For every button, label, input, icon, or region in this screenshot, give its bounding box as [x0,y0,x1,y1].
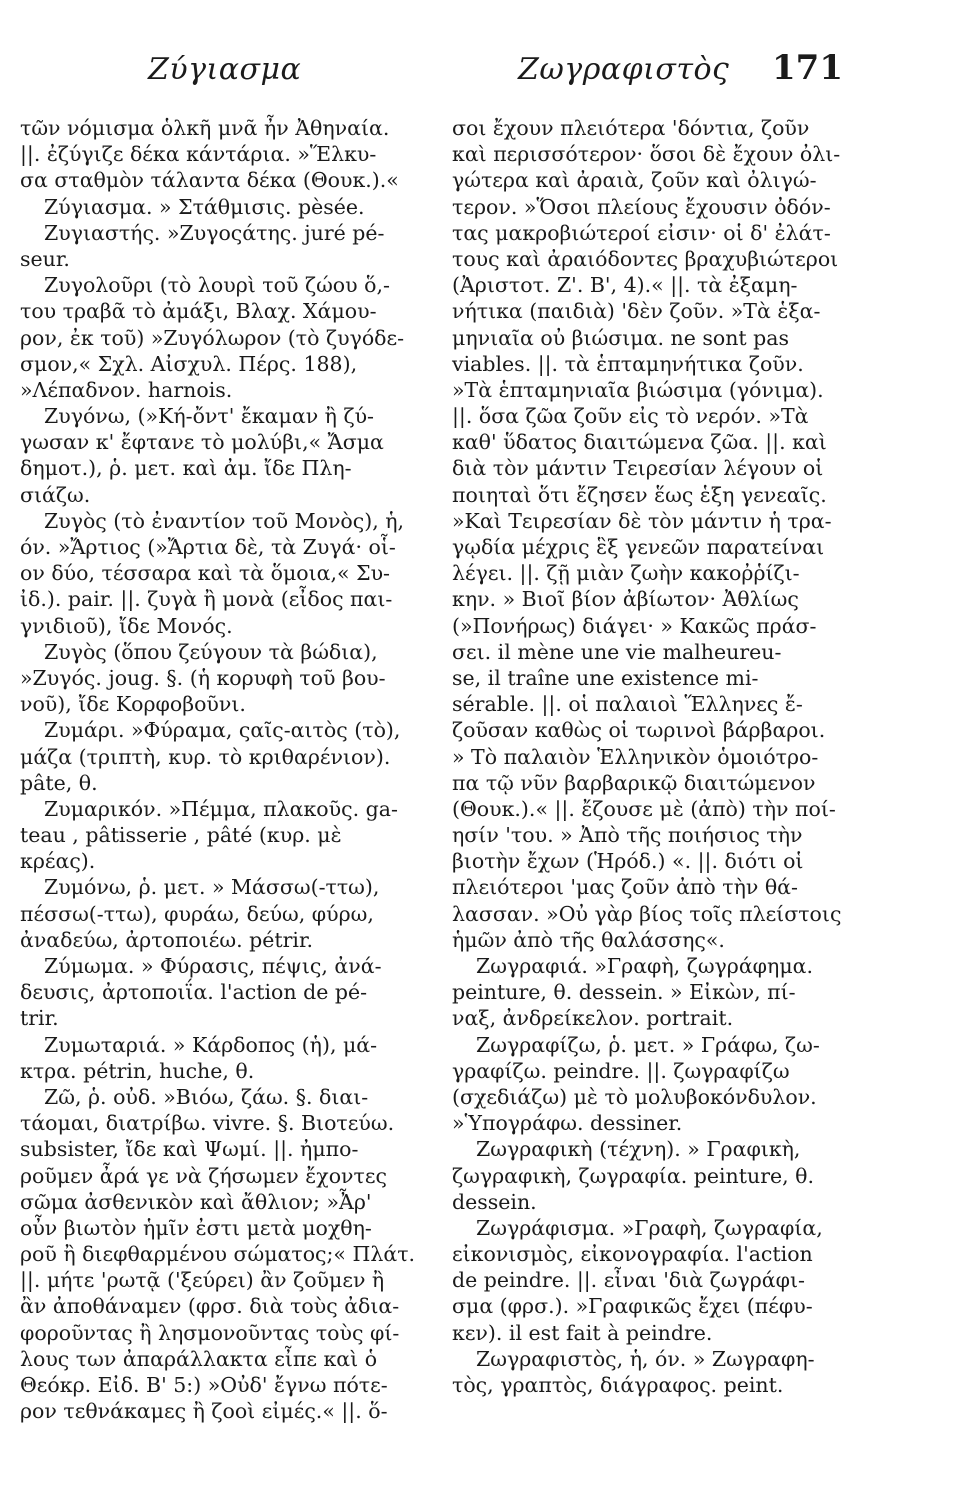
text-line: peinture, θ. dessein. » Εἰκὼν, πί- [452,980,796,1005]
text-line: σμον,« Σχλ. Αἰσχυλ. Πέρς. 188), [20,351,358,376]
text-line: νοῦ), ἴδε Κορφοβοῦνι. [20,692,246,717]
text-line: σει. il mène une vie malheureu- [452,639,782,664]
text-line: seur. [20,246,70,271]
text-line: όν. »Ἄρτιος (»Ἄρτια δὲ, τὰ Ζυγά· οἷ- [20,535,396,559]
text-line: πέσσω(-ττω), φυράω, δεύω, φύρω, [20,901,374,926]
text-line: κην. » Βιοῖ βίον ἀβίωτον· Ἀθλίως [452,587,799,612]
text-line: λασσαν. »Οὐ γὰρ βίος τοῖς πλείστοις [452,901,842,926]
text-line: Ζωγραφικὴ (τέχνη). » Γραφικὴ, [476,1137,801,1162]
text-line: τερον. »Ὅσοι πλείους ἔχουσιν ὀδόν- [452,194,831,219]
right-text-column [452,115,844,1398]
text-line: ἀναδεύω, ἀρτοποιέω. pétrir. [20,927,314,952]
text-line: (Ἀριστοτ. Ζ'. Β', 4).« ||. τὰ ἐξαμη- [452,273,798,298]
text-line: Ζυμωταριά. » Κάρδοπος (ἡ), μά- [44,1032,378,1057]
text-line: τας μακροβιώτεροί εἰσιν· οἱ δ' ἐλάτ- [452,220,831,245]
text-line: (Θουκ.).« ||. ἔζουσε μὲ (ἀπὸ) τὴν ποί- [452,796,836,821]
text-line: viables. ||. τὰ ἑπταμηνήτικα ζοῦν. [452,351,804,376]
text-line: trir. [20,1006,59,1031]
text-line: ον δύο, τέσσαρα καὶ τὰ ὅμοια,« Συ- [20,561,390,586]
text-line: de peindre. ||. εἶναι 'διὰ ζωγράφι- [452,1268,805,1293]
text-line: γραφίζω. peindre. ||. ζωγραφίζω [452,1058,790,1083]
text-line: Ζωγραφιά. »Γραφὴ, ζωγράφημα. [476,954,813,978]
text-line: κεν). il est fait à peindre. [452,1320,713,1345]
text-line: Ζυγὸς (τὸ ἐναντίον τοῦ Μονὸς), ἡ, [44,508,405,533]
text-line: ἰδ.). pair. ||. ζυγὰ ἢ μονὰ (εἶδος παι- [20,587,393,612]
text-line: dessein. [452,1189,537,1214]
text-line: λους των ἀπαράλλακτα εἶπε καὶ ὁ [20,1346,378,1371]
text-line: οὖν βιωτὸν ἡμῖν ἐστι μετὰ μοχθη- [20,1215,372,1240]
text-line: κρέας). [20,849,96,874]
text-line: (σχεδιάζω) μὲ τὸ μολυβοκόνδυλον. [452,1084,817,1109]
text-line: »Ὑπογράφω. dessiner. [452,1111,683,1136]
text-line: τὸς, γραπτὸς, διάγραφος. peint. [452,1373,784,1397]
text-line: ἡμῶν ἀπὸ τῆς θαλάσσης«. [452,927,725,952]
text-line: ησίν 'του. » Ἀπὸ τῆς ποιήσιος τὴν [452,823,803,848]
text-line: νήτικα (παιδιὰ) 'δὲν ζοῦν. »Τὰ ἑξα- [452,299,821,324]
text-line: του τραβᾶ τὸ ἀμάξι, Βλαχ. Χάμου- [20,299,377,324]
text-line: Θεόκρ. Εἰδ. Β' 5:) »Οὐδ' ἔγνω πότε- [20,1373,388,1397]
text-line: λέγει. ||. ζῇ μιὰν ζωὴν κακοῤῥίζι- [452,561,800,586]
text-line: pâte, θ. [20,770,98,795]
text-line: Ζύγιασμα. » Στάθμισις. pèsée. [44,194,365,219]
text-line: »Καὶ Τειρεσίαν δὲ τὸν μάντιν ἡ τρα- [452,508,832,533]
text-line: Ζῶ, ῥ. οὐδ. »Βιόω, ζάω. §. διαι- [44,1084,369,1109]
left-text-column [20,115,440,1424]
text-line: φοροῦντας ἢ λησμονοῦντας τοὺς φί- [20,1320,400,1345]
text-line: Ζωγραφίζω, ῥ. μετ. » Γράφω, ζω- [476,1032,820,1057]
text-line: Ζυγὸς (ὅπου ζεύγουν τὰ βώδια), [44,639,378,664]
text-line: μάζα (τριπτὴ, κυρ. τὸ κριθαρένιον). [20,744,391,769]
text-line: teau , pâtisserie , pâté (κυρ. μὲ [20,823,342,848]
text-line: ναξ, ἀνδρείκελον. portrait. [452,1006,734,1031]
text-line: » Τὸ παλαιὸν Ἑλληνικὸν ὁμοιότρο- [452,744,819,769]
text-line: se, il traîne une existence mi- [452,665,759,690]
text-line: σμα (φρσ.). »Γραφικῶς ἔχει (πέφυ- [452,1294,813,1319]
text-line: ροῦ ἢ διεφθαρμένου σώματος;« Πλάτ. [20,1242,416,1267]
text-line: σῶμα ἀσθενικὸν καὶ ἄθλιον; »Ἆρ' [20,1189,372,1214]
text-line: ροῦμεν ἆρά γε νὰ ζήσωμεν ἔχοντες [20,1163,387,1188]
left-running-head: Ζύγιασμα [148,52,302,87]
text-line: γωσαν κ' ἔφτανε τὸ μολύβι,« Ἄσμα [20,430,384,455]
text-line: βιοτὴν ἔχων (Ἡρόδ.) «. ||. διότι οἱ [452,849,804,874]
text-line: καὶ περισσότερον· ὅσοι δὲ ἔχουν ὀλι- [452,142,841,167]
text-line: γνιδιοῦ), ἴδε Μονός. [20,613,233,638]
text-line: τῶν νόμισμα ὁλκῆ μνᾶ ἦν Ἀθηναία. [20,116,390,140]
text-line: σα σταθμὸν τάλαντα δέκα (Θουκ.).« [20,168,399,193]
text-line: Ζύμωμα. » Φύρασις, πέψις, ἀνά- [44,954,382,978]
text-line: ποιηταὶ ὅτι ἔζησεν ἕως ἑξη γενεαῖς. [452,482,827,507]
text-line: subsister, ἴδε καὶ Ψωμί. ||. ἠμπο- [20,1137,359,1162]
text-line: διὰ τὸν μάντιν Τειρεσίαν λέγουν οἱ [452,456,824,481]
text-line: »Ζυγός. joug. §. (ἡ κορυφὴ τοῦ βου- [20,665,386,690]
text-line: γῳδία μέχρις ἓξ γενεῶν παρατείναι [452,535,825,559]
text-line: »Τὰ ἑπταμηνιαῖα βιώσιμα (γόνιμα). [452,377,824,402]
text-line: Ζυγολοῦρι (τὸ λουρὶ τοῦ ζώου ὅ,- [44,273,390,298]
text-line: ||. μήτε 'ρωτᾷ ('ξεύρει) ἂν ζοῦμεν ἢ [20,1268,385,1293]
text-line: ζοῦσαν καθὼς οἱ τωρινοὶ βάρβαροι. [452,718,826,743]
text-line: ρον, ἐκ τοῦ) »Ζυγόλωρον (τὸ ζυγόδε- [20,325,405,350]
text-line: sérable. ||. οἱ παλαιοὶ Ἕλληνες ἔ- [452,692,803,717]
text-line: Ζυμάρι. »Φύραμα, ςαῖς-αιτὸς (τὸ), [44,718,401,743]
text-line: κτρα. pétrin, huche, θ. [20,1058,255,1083]
text-line: ||. ἐζύγιζε δέκα κάντάρια. »Ἕλκυ- [20,142,377,167]
text-line: »Λέπαδνον. harnois. [20,377,233,402]
text-line: καθ' ὕδατος διαιτώμενα ζῶα. ||. καὶ [452,430,827,455]
text-line: Ζυγόνω, (»Κή-ὄντ' ἔκαμαν ἢ ζύ- [44,404,374,429]
text-line: τους καὶ ἀραιόδοντες βραχυβιώτεροι [452,246,839,271]
text-line: ρον τεθνάκαμες ἢ ζοοὶ εἰμές.« ||. ὅ- [20,1399,388,1424]
text-line: Ζωγράφισμα. »Γραφὴ, ζωγραφία, [476,1215,823,1240]
text-line: πλειότεροι 'μας ζοῦν ἀπὸ τὴν θά- [452,875,798,900]
text-line: (»Πονήρως) διάγει· » Κακῶς πράσ- [452,613,817,638]
text-line: πα τῷ νῦν βαρβαρικῷ διαιτώμενον [452,770,816,795]
right-running-head: Ζωγραφιστὸς [518,52,730,87]
text-line: γώτερα καὶ ἀραιὰ, ζοῦν καὶ ὀλιγώ- [452,168,817,193]
text-line: Ζυγιαστής. »Ζυγοςάτης. juré pé- [44,220,385,245]
text-line: τάομαι, διατρίβω. vivre. §. Βιοτεύω. [20,1111,395,1136]
text-line: Ζωγραφιστὸς, ἡ, όν. » Ζωγραφη- [476,1346,815,1371]
text-line: εἰκονισμὸς, εἰκονογραφία. l'action [452,1242,813,1267]
text-line: δημοτ.), ῥ. μετ. καὶ ἀμ. ἴδε Πλη- [20,456,352,481]
text-line: μηνιαῖα οὐ βιώσιμα. ne sont pas [452,325,790,350]
text-line: σοι ἔχουν πλειότερα 'δόντια, ζοῦν [452,116,810,140]
page-number: 171 [772,48,843,88]
text-line: ἂν ἀποθάναμεν (φρσ. διὰ τοὺς ἀδια- [20,1294,400,1319]
text-line: δευσις, ἀρτοποιΐα. l'action de pé- [20,980,368,1005]
text-line: Ζυμαρικόν. »Πέμμα, πλακοῦς. ga- [44,796,398,821]
text-line: ζωγραφικὴ, ζωγραφία. peinture, θ. [452,1163,815,1188]
text-line: ||. ὅσα ζῶα ζοῦν εἰς τὸ νερόν. »Τὰ [452,404,809,429]
text-line: Ζυμόνω, ῥ. μετ. » Μάσσω(-ττω), [44,875,380,900]
text-line: σιάζω. [20,482,91,507]
